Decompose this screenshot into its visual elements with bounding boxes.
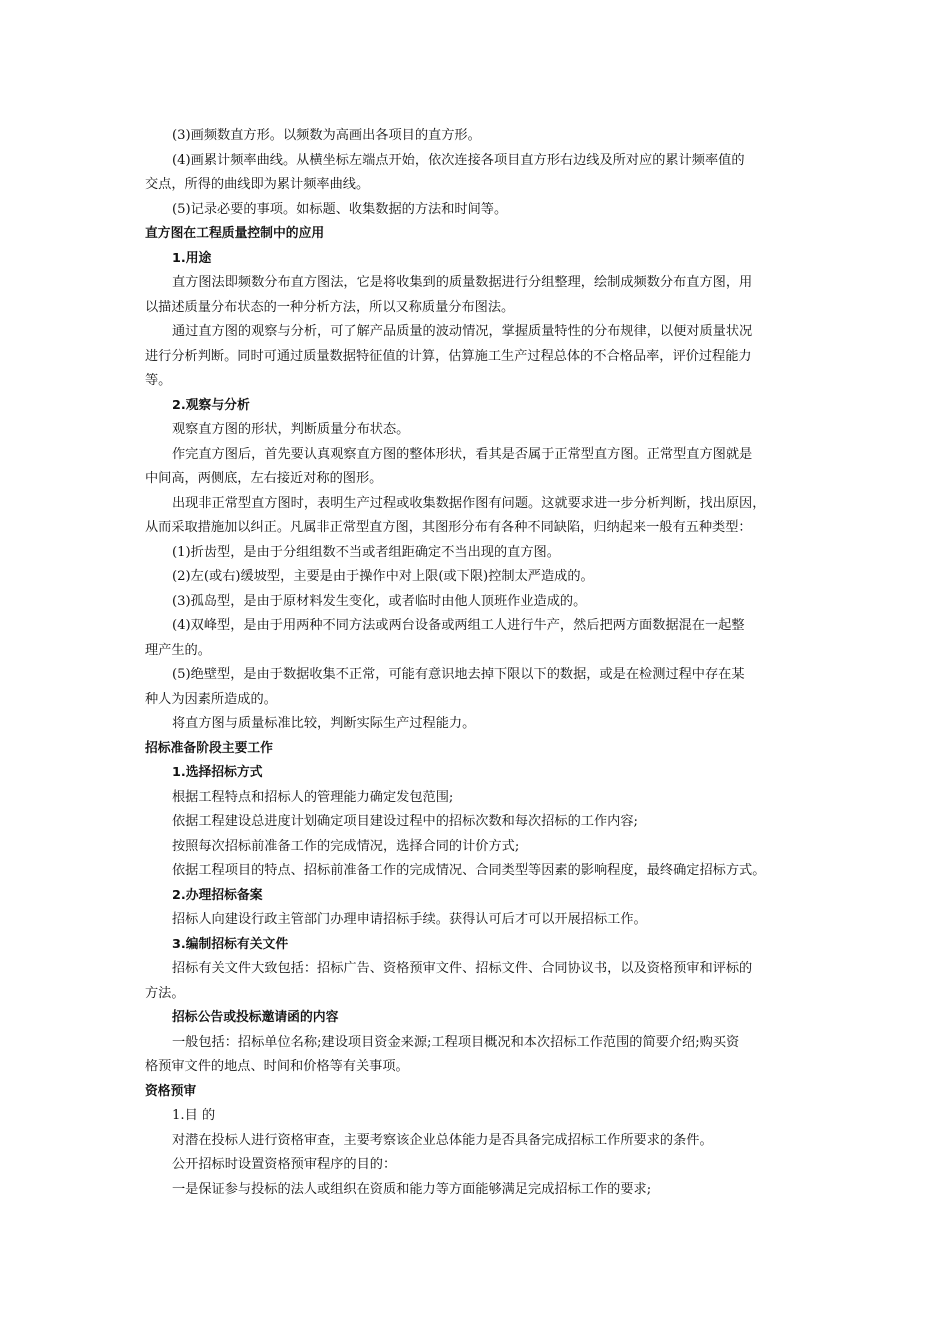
paragraph-line: 招标有关文件大致包括：招标广告、资格预审文件、招标文件、合同协议书，以及资格预审和评标的	[172, 961, 753, 976]
section-heading: 资格预审	[145, 1083, 197, 1099]
paragraph-line: 格预审文件的地点、时间和价格等有关事项。	[145, 1059, 409, 1074]
paragraph-line: (5)绝壁型，是由于数据收集不正常，可能有意识地去掉下限以下的数据，或是在检测过程中存在某	[172, 667, 745, 682]
paragraph-line: 中间高，两侧底，左右接近对称的图形。	[145, 471, 383, 486]
paragraph-line: 出现非正常型直方图时，表明生产过程或收集数据作图有问题。这就要求进一步分析判断，找出原因，	[172, 495, 766, 511]
section-heading: 招标准备阶段主要工作	[145, 740, 273, 756]
section-heading: 1.选择招标方式	[172, 765, 263, 780]
paragraph-line: 根据工程特点和招标人的管理能力确定发包范围;	[172, 789, 454, 805]
paragraph-line: 通过直方图的观察与分析，可了解产品质量的波动情况，掌握质量特性的分布规律，以便对质量状况	[172, 324, 753, 339]
paragraph-line: 等。	[145, 373, 172, 388]
paragraph-line: (5)记录必要的事项。如标题、收集数据的方法和时间等。	[172, 201, 508, 217]
paragraph-line: 依据工程建设总进度计划确定项目建设过程中的招标次数和每次招标的工作内容;	[172, 814, 639, 829]
paragraph-line: 一是保证参与投标的法人或组织在资质和能力等方面能够满足完成招标工作的要求;	[172, 1181, 652, 1197]
section-heading: 2.观察与分析	[172, 397, 250, 413]
paragraph-line: 进行分析判断。同时可通过质量数据特征值的计算，估算施工生产过程总体的不合格品率，评价过程能力	[145, 348, 752, 364]
paragraph-line: 按照每次招标前准备工作的完成情况，选择合同的计价方式;	[172, 838, 520, 854]
paragraph-line: 1.目 的	[172, 1108, 216, 1123]
section-heading: 3.编制招标有关文件	[172, 936, 289, 952]
paragraph-line: (1)折齿型，是由于分组组数不当或者组距确定不当出现的直方图。	[172, 544, 560, 560]
paragraph-line: 种人为因素所造成的。	[145, 691, 277, 707]
paragraph-line: 以描述质量分布状态的一种分析方法，所以又称质量分布图法。	[145, 299, 515, 315]
section-heading: 2.办理招标备案	[172, 887, 263, 903]
paragraph-line: 招标人向建设行政主管部门办理申请招标手续。获得认可后才可以开展招标工作。	[172, 912, 647, 927]
paragraph-line: 观察直方图的形状，判断质量分布状态。	[172, 422, 410, 437]
paragraph-line: 从而采取措施加以纠正。凡属非正常型直方图，其图形分布有各种不同缺陷，归纳起来一般有五种类型：	[145, 520, 752, 535]
section-heading: 招标公告或投标邀请函的内容	[172, 1010, 339, 1025]
paragraph-line: (4)画累计频率曲线。从横坐标左端点开始，依次连接各项目直方形右边线及所对应的累计频率值的	[172, 152, 745, 168]
paragraph-line: 依据工程项目的特点、招标前准备工作的完成情况、合同类型等因素的影响程度，最终确定招标方式。	[172, 863, 766, 878]
paragraph-line: 公开招标时设置资格预审程序的目的：	[172, 1157, 397, 1172]
paragraph-line: 理产生的。	[145, 642, 211, 658]
paragraph-line: 作完直方图后，首先要认真观察直方图的整体形状，看其是否属于正常型直方图。正常型直方图就是	[172, 446, 753, 462]
section-heading: 直方图在工程质量控制中的应用	[145, 226, 325, 241]
paragraph-line: 直方图法即频数分布直方图法，它是将收集到的质量数据进行分组整理，绘制成频数分布直方图，用	[172, 275, 753, 290]
paragraph-line: 一般包括：招标单位名称;建设项目资金来源;工程项目概况和本次招标工作范围的简要介绍;购买资	[172, 1034, 740, 1050]
paragraph-line: 方法。	[145, 985, 185, 1001]
paragraph-line: (3)孤岛型，是由于原材料发生变化，或者临时由他人顶班作业造成的。	[172, 593, 587, 609]
paragraph-line: (4)双峰型，是由于用两种不同方法或两台设备或两组工人进行牛产，然后把两方面数据混在一起整	[172, 618, 745, 633]
paragraph-line: (2)左(或右)缓坡型，主要是由于操作中对上限(或下限)控制太严造成的。	[172, 569, 594, 584]
paragraph-line: 交点，所得的曲线即为累计频率曲线。	[145, 177, 370, 192]
paragraph-line: 将直方图与质量标准比较，判断实际生产过程能力。	[172, 716, 476, 731]
paragraph-line: (3)画频数直方形。以频数为高画出各项目的直方形。	[172, 128, 481, 143]
document-page	[145, 124, 815, 1202]
paragraph-line: 对潜在投标人进行资格审查，主要考察该企业总体能力是否具备完成招标工作所要求的条件。	[172, 1132, 713, 1148]
section-heading: 1.用途	[172, 250, 212, 266]
